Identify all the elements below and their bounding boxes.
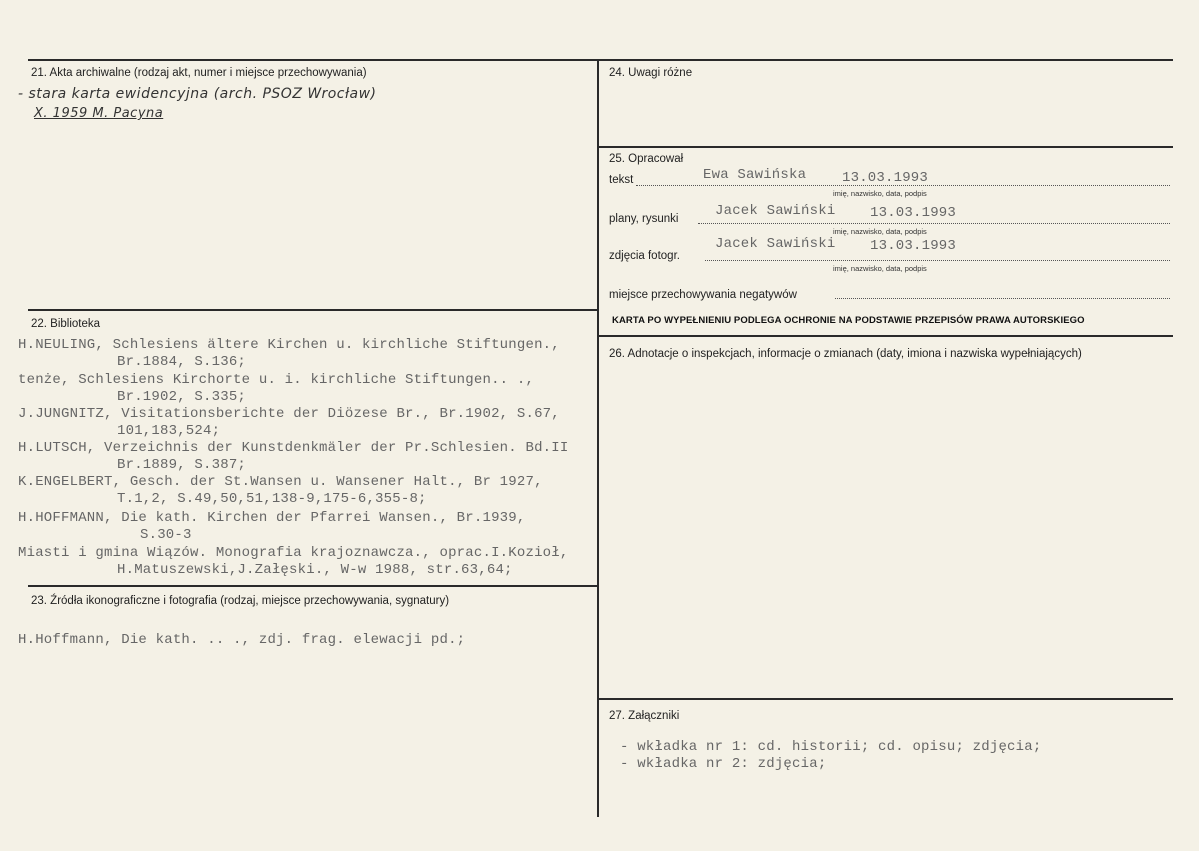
copyright-notice: KARTA PO WYPEŁNIENIU PODLEGA OCHRONIE NA PODSTAWIE PRZEPISÓW PRAWA AUTORSKIEGO (612, 315, 1085, 326)
section-21-label: 21. Akta archiwalne (rodzaj akt, numer i miejsce przechowywania) (31, 67, 367, 79)
plany-dotted-line (698, 223, 1170, 224)
bib-line-11: H.HOFFMANN, Die kath. Kirchen der Pfarrei Wansen., Br.1939, (18, 510, 526, 526)
center-divider (597, 59, 599, 817)
section-23-line-1: H.Hoffmann, Die kath. .. ., zdj. frag. elewacji pd.; (18, 632, 466, 648)
plany-label: plany, rysunki (609, 213, 679, 225)
bib-line-13: Miasti i gmina Wiązów. Monografia krajoznawcza., oprac.I.Kozioł, (18, 545, 569, 561)
plany-name: Jacek Sawiński (715, 203, 836, 219)
bib-line-10: T.1,2, S.49,50,51,138-9,175-6,355-8; (117, 491, 427, 507)
plany-date: 13.03.1993 (870, 205, 957, 221)
bib-line-1: H.NEULING, Schlesiens ältere Kirchen u. kirchliche Stiftungen., (18, 337, 560, 353)
bib-line-2: Br.1884, S.136; (117, 354, 247, 370)
divider-22-23 (28, 585, 598, 587)
section-26-label: 26. Adnotacje o inspekcjach, informacje o zmianach (daty, imiona i nazwiska wypełniających) (609, 348, 1082, 360)
tekst-caption: imię, nazwisko, data, podpis (833, 189, 927, 198)
tekst-name: Ewa Sawińska (703, 167, 807, 183)
section-27-line-2: - wkładka nr 2: zdjęcia; (620, 756, 827, 772)
bib-line-7: H.LUTSCH, Verzeichnis der Kunstdenkmäler der Pr.Schlesien. Bd.II (18, 440, 569, 456)
section-22-label: 22. Biblioteka (31, 318, 101, 330)
section-24-label: 24. Uwagi różne (609, 67, 693, 79)
negatywy-dotted-line (835, 298, 1170, 299)
divider-21-22 (28, 309, 598, 311)
divider-26-27 (598, 698, 1173, 700)
bib-line-8: Br.1889, S.387; (117, 457, 247, 473)
section-25-label: 25. Opracował (609, 153, 684, 165)
section-23-label: 23. Źródła ikonograficzne i fotografia (rodzaj, miejsce przechowywania, sygnatury) (31, 595, 450, 607)
section-21-line-1: - stara karta ewidencyjna (arch. PSOZ Wrocław) (18, 86, 377, 102)
divider-25-26 (598, 335, 1173, 337)
plany-caption: imię, nazwisko, data, podpis (833, 227, 927, 236)
bib-line-4: Br.1902, S.335; (117, 389, 247, 405)
section-27-label: 27. Załączniki (609, 710, 680, 722)
tekst-label: tekst (609, 174, 634, 186)
section-21-line-2: X. 1959 M. Pacyna (34, 106, 164, 121)
zdjecia-label: zdjęcia fotogr. (609, 250, 680, 262)
zdjecia-date: 13.03.1993 (870, 238, 957, 254)
zdjecia-dotted-line (705, 260, 1170, 261)
section-27-line-1: - wkładka nr 1: cd. historii; cd. opisu; zdjęcia; (620, 739, 1042, 755)
bib-line-14: H.Matuszewski,J.Załęski., W-w 1988, str.63,64; (117, 562, 513, 578)
zdjecia-name: Jacek Sawiński (715, 236, 836, 252)
bib-line-6: 101,183,524; (117, 423, 221, 439)
negatywy-label: miejsce przechowywania negatywów (609, 289, 797, 301)
bib-line-3: tenże, Schlesiens Kirchorte u. i. kirchliche Stiftungen.. ., (18, 372, 535, 388)
bib-line-5: J.JUNGNITZ, Visitationsberichte der Diözese Br., Br.1902, S.67, (18, 406, 560, 422)
bib-line-12: S.30-3 (140, 527, 192, 543)
bib-line-9: K.ENGELBERT, Gesch. der St.Wansen u. Wansener Halt., Br 1927, (18, 474, 543, 490)
tekst-date: 13.03.1993 (842, 170, 929, 186)
divider-24-25 (598, 146, 1173, 148)
top-border (28, 59, 1173, 61)
zdjecia-caption: imię, nazwisko, data, podpis (833, 264, 927, 273)
